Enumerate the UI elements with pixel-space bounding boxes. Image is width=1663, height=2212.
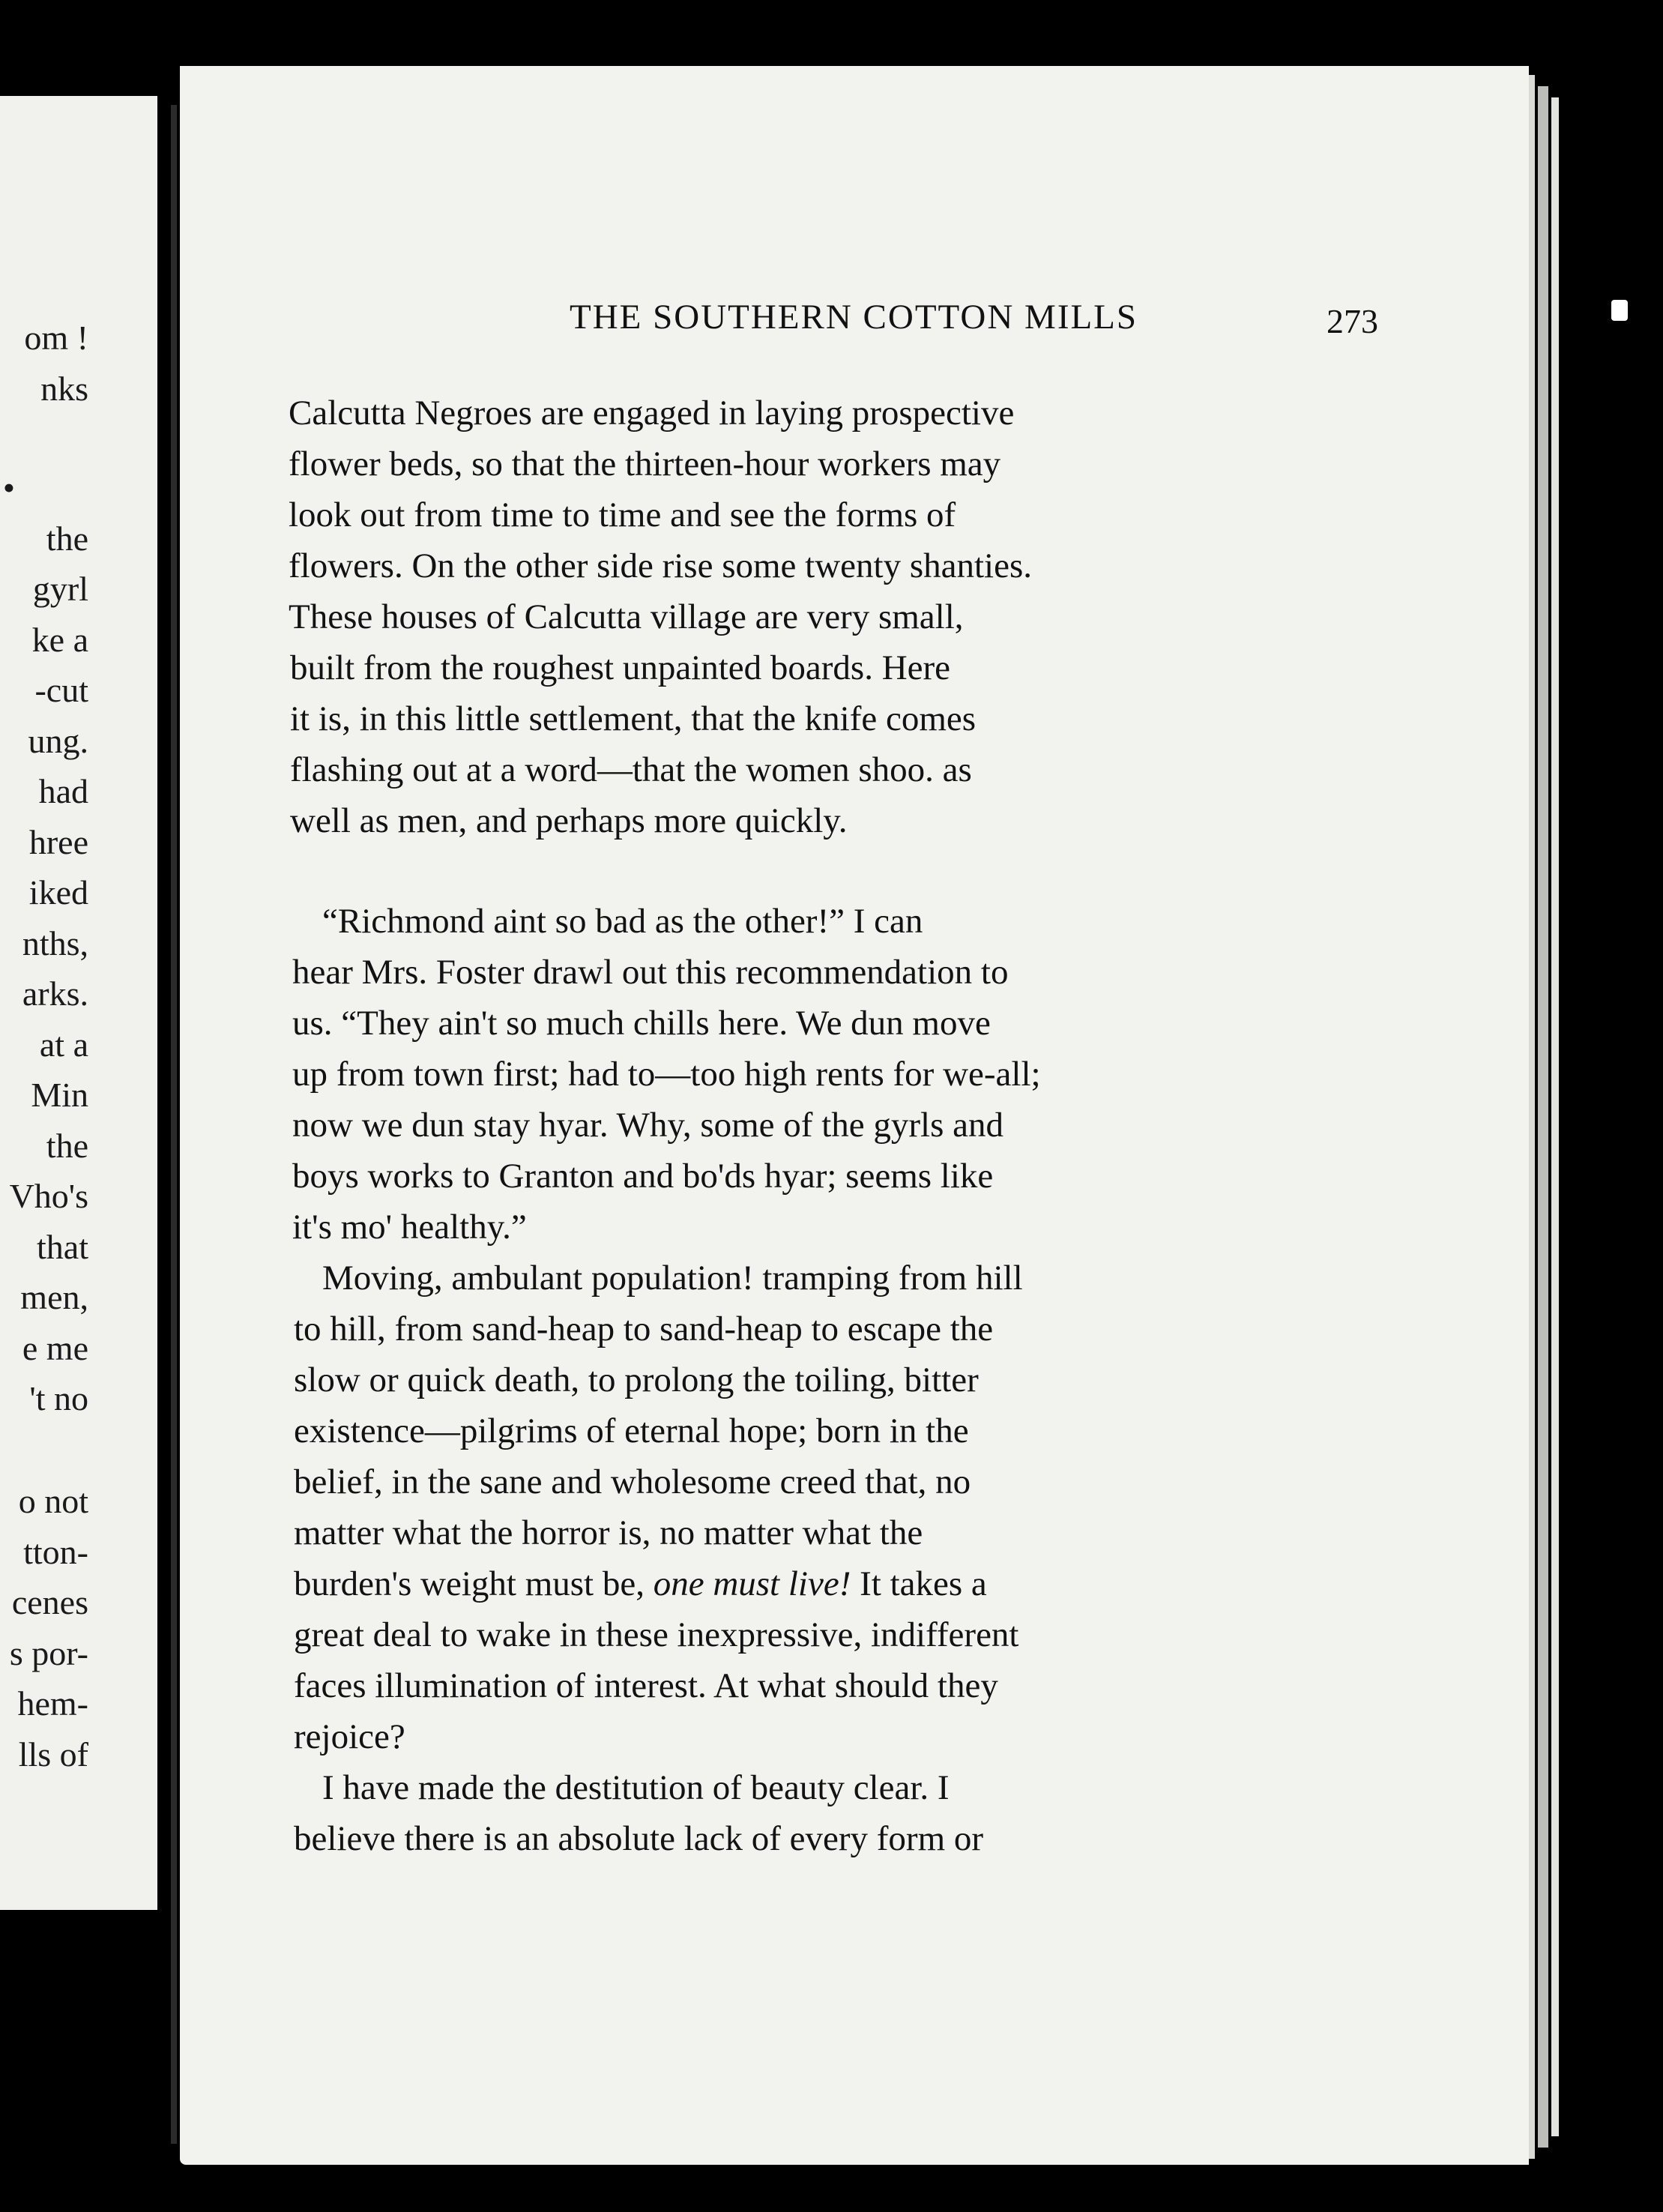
text-line: to hill, from sand-heap to sand-heap to escape the (294, 1310, 994, 1348)
text-segment: burden's weight must be, (294, 1564, 645, 1603)
page-edge (1538, 86, 1548, 2148)
text-segment: It takes a (860, 1564, 987, 1603)
text-line: faces illumination of interest. At what should they (294, 1666, 998, 1705)
left-fragment: had (38, 772, 88, 810)
left-fragment: the (46, 1127, 88, 1165)
text-line: look out from time to time and see the forms of (289, 495, 956, 534)
text-line: us. “They ain't so much chills here. We dun move (292, 1004, 991, 1043)
text-line: built from the roughest unpainted boards. Here (290, 648, 951, 687)
left-fragment: Vho's (9, 1177, 88, 1215)
left-fragment: om ! (24, 319, 88, 357)
text-line: hear Mrs. Foster drawl out this recommendation to (292, 953, 1009, 992)
text-line: boys works to Granton and bo'ds hyar; seems like (292, 1157, 994, 1196)
left-fragment: ke a (31, 621, 88, 659)
text-line: flower beds, so that the thirteen-hour workers may (289, 444, 1001, 483)
left-fragment: cenes (11, 1583, 88, 1621)
text-line (294, 1564, 987, 1603)
left-fragment: o not (18, 1482, 88, 1520)
text-line: slow or quick death, to prolong the toiling, bitter (294, 1360, 979, 1399)
left-fragment: -cut (34, 671, 88, 709)
left-fragment: iked (28, 873, 88, 911)
left-fragment: ung. (28, 722, 88, 760)
left-fragment: the (46, 519, 88, 558)
text-line: well as men, and perhaps more quickly. (290, 801, 848, 840)
main-page (180, 66, 1529, 2165)
text-line: These houses of Calcutta village are very small, (289, 597, 964, 636)
left-fragment: lls of (18, 1735, 88, 1773)
left-fragment: arks. (22, 974, 88, 1013)
page-number: 273 (1327, 302, 1378, 340)
left-fragment: tton- (23, 1533, 88, 1571)
text-line: believe there is an absolute lack of every form or (294, 1819, 984, 1858)
left-fragment: Min (31, 1076, 88, 1114)
text-line: up from town first; had to—too high rents for we-all; (292, 1055, 1041, 1094)
text-line: it is, in this little settlement, that the knife comes (290, 699, 977, 738)
text-line: belief, in the sane and wholesome creed that, no (294, 1462, 971, 1501)
text-line: it's mo' healthy.” (292, 1208, 527, 1247)
text-line: “Richmond aint so bad as the other!” I can (322, 902, 923, 941)
page-edge (1551, 97, 1559, 2136)
left-fragment: hem- (17, 1684, 88, 1723)
text-line: matter what the horror is, no matter what the (294, 1513, 923, 1552)
left-fragment: nks (40, 370, 88, 408)
page-edge-glare (1611, 300, 1628, 321)
left-fragment: 't no (29, 1379, 88, 1417)
left-fragment: e me (22, 1329, 88, 1367)
left-page-sliver (0, 96, 157, 1910)
italic-phrase: one must live! (653, 1564, 851, 1603)
left-fragment: s por- (9, 1634, 88, 1672)
left-fragment: gyrl (32, 570, 88, 608)
text-line: rejoice? (294, 1717, 405, 1756)
left-fragment: at a (39, 1025, 88, 1064)
text-line: I have made the destitution of beauty clear. I (322, 1768, 950, 1807)
text-line: Moving, ambulant population! tramping from hill (322, 1259, 1023, 1298)
left-fragment: men, (20, 1278, 88, 1316)
left-fragment: nths, (22, 924, 88, 962)
running-head: THE SOUTHERN COTTON MILLS (570, 298, 1138, 337)
text-line: Calcutta Negroes are engaged in laying prospective (289, 394, 1015, 433)
left-fragment: that (37, 1228, 88, 1266)
text-line: great deal to wake in these inexpressive, indifferent (294, 1615, 1019, 1654)
text-line: now we dun stay hyar. Why, some of the gyrls and (292, 1106, 1003, 1145)
left-fragment: • (2, 468, 15, 507)
text-line: flowers. On the other side rise some twenty shanties. (289, 546, 1033, 585)
left-fragment: hree (28, 823, 88, 861)
text-line: flashing out at a word—that the women shoo. as (290, 750, 972, 789)
book-spine (171, 105, 177, 2144)
text-line: existence—pilgrims of eternal hope; born in the (294, 1411, 969, 1450)
